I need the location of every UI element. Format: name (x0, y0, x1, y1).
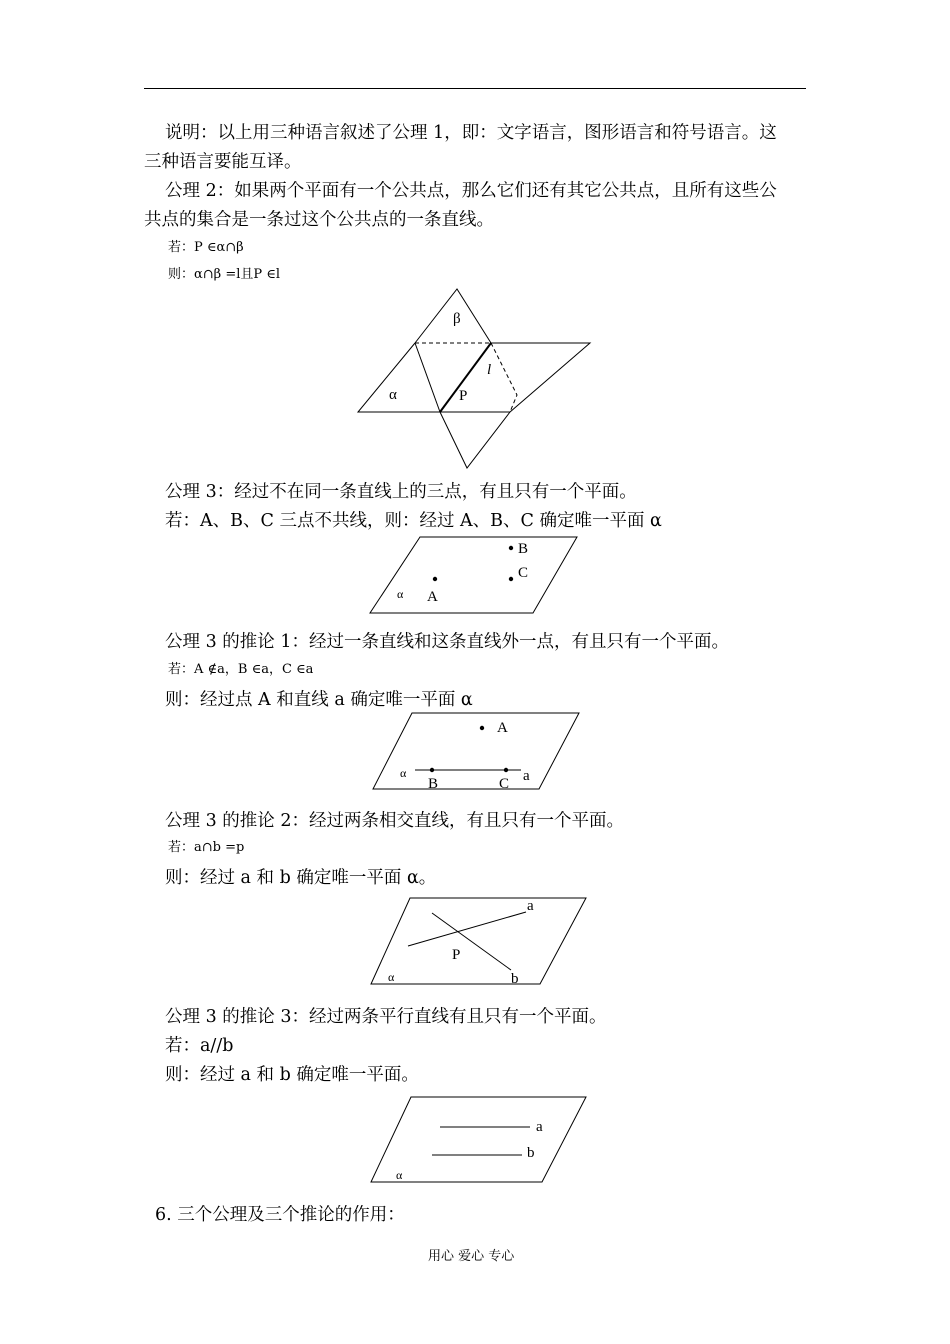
corollary3-if: 若：a//b (165, 1036, 234, 1056)
label-alpha: α (389, 387, 397, 403)
figure-point-and-line-plane (370, 710, 585, 792)
label-a: A (427, 589, 438, 605)
section-6-heading: 6. 三个公理及三个推论的作用： (155, 1205, 405, 1225)
label-b: b (511, 971, 519, 987)
header-rule (144, 88, 806, 89)
axiom2-then: 则：α∩β =l且P ∈l (168, 267, 281, 282)
point-c (504, 768, 508, 772)
plane-alpha (371, 898, 586, 984)
corollary3-then: 则：经过 a 和 b 确定唯一平面。 (165, 1065, 419, 1085)
point-b (509, 546, 513, 550)
corollary2-then: 则：经过 a 和 b 确定唯一平面 α。 (165, 868, 437, 888)
label-beta: β (453, 311, 461, 327)
corollary2-if: 若：a∩b =p (168, 840, 245, 855)
point-c (509, 577, 513, 581)
corollary1-then: 则：经过点 A 和直线 a 确定唯一平面 α (165, 690, 473, 710)
label-point-p: P (459, 388, 468, 404)
figure-intersecting-planes (355, 285, 595, 470)
page-footer: 用心 爱心 专心 (428, 1249, 515, 1264)
plane-beta-left-edge (415, 343, 440, 412)
plane-beta-bottom-edge (440, 412, 510, 468)
corollary1-if: 若：A ∉a，B ∈a，C ∈a (168, 662, 314, 677)
corollary2: 公理 3 的推论 2：经过两条相交直线，有且只有一个平面。 (165, 811, 624, 831)
label-b: B (518, 541, 529, 557)
axiom2-if: 若：P ∈α∩β (168, 240, 244, 255)
figure-intersecting-lines-plane (368, 893, 590, 988)
label-c: C (499, 776, 510, 792)
label-line-l: l (487, 362, 492, 378)
corollary3: 公理 3 的推论 3：经过两条平行直线有且只有一个平面。 (165, 1007, 607, 1027)
figure-parallel-lines-plane (368, 1095, 590, 1185)
axiom3-if: 若：A、B、C 三点不共线，则：经过 A、B、C 确定唯一平面 α (165, 511, 662, 531)
figure-three-points-plane (365, 535, 585, 617)
label-c: C (518, 565, 529, 581)
label-line-a: a (523, 768, 530, 784)
label-alpha: α (397, 587, 404, 601)
label-b: b (527, 1145, 535, 1161)
plane-beta-hidden-edge (491, 343, 517, 412)
axiom2-line-1: 公理 2：如果两个平面有一个公共点，那么它们还有其它公共点，且所有这些公 (165, 181, 777, 201)
label-b: B (428, 776, 439, 792)
corollary1: 公理 3 的推论 1：经过一条直线和这条直线外一点，有且只有一个平面。 (165, 632, 729, 652)
point-b (430, 768, 434, 772)
label-a: a (536, 1119, 543, 1135)
label-alpha: α (396, 1168, 403, 1182)
label-a: a (527, 898, 534, 914)
point-a (433, 577, 437, 581)
explanation-line-2: 三种语言要能互译。 (144, 152, 302, 172)
label-a-point: A (497, 720, 508, 736)
plane-alpha (370, 537, 577, 613)
line-b (432, 913, 511, 970)
label-alpha: α (388, 970, 395, 984)
axiom3: 公理 3：经过不在同一条直线上的三点，有且只有一个平面。 (165, 482, 637, 502)
plane-alpha (371, 1097, 586, 1182)
axiom2-line-2: 共点的集合是一条过这个公共点的一条直线。 (144, 210, 494, 230)
label-p: P (452, 947, 461, 963)
point-a (480, 726, 484, 730)
label-alpha: α (400, 766, 407, 780)
explanation-line-1: 说明：以上用三种语言叙述了公理 1，即：文字语言，图形语言和符号语言。这 (165, 123, 777, 143)
line-a (408, 912, 526, 946)
